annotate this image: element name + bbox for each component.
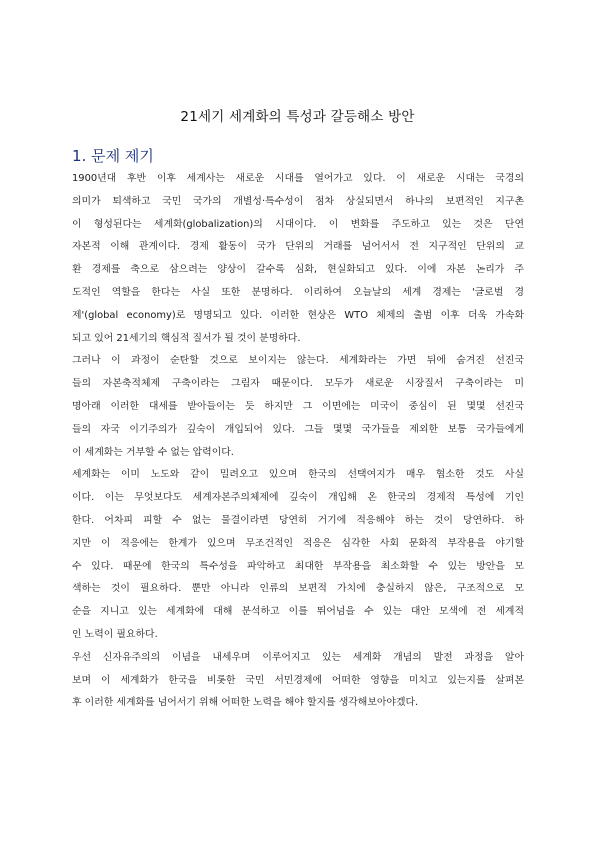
paragraph-line: 의미가 퇴색하고 국민 국가의 개별성·특수성이 점차 상실되면서 하나의 보편적인 지구촌 <box>72 195 524 207</box>
paragraph-line: 제'(global economy)로 명명되고 있다. 이러한 현상은 WTO 체제의 출범 이후 더욱 가속화 <box>72 309 524 321</box>
paragraph-line: 명아래 이러한 대세를 받아들이는 듯 하지만 그 이면에는 미국이 중심이 된 몇몇 선진국 <box>72 400 524 412</box>
paragraph-line: 지만 이 적응에는 한계가 있으며 무조건적인 적응은 심각한 사회 문화적 부작용을 야기할 <box>72 537 524 549</box>
paragraph-line: 이다. 이는 무엇보다도 세계자본주의체제에 깊숙이 개입해 온 한국의 경제적 특성에 기인 <box>72 492 524 504</box>
paragraph-line: 환 경제를 축으로 삼으려는 양상이 갈수록 심화, 현실화되고 있다. 이에 자본 논리가 주 <box>72 264 524 276</box>
paragraph-line: 인 노력이 필요하다. <box>72 628 158 640</box>
paragraph-line: 우선 신자유주의의 이념을 내세우며 이루어지고 있는 세계화 개념의 발전 과정을 알아 <box>72 651 524 663</box>
paragraph-line: 수 있다. 때문에 한국의 특수성을 파악하고 최대한 부작용을 최소화할 수 있는 방안을 모 <box>72 560 524 572</box>
paragraph-line: 이 세계화는 거부할 수 없는 압력이다. <box>72 446 234 458</box>
section-heading: 1. 문제 제기 <box>72 147 154 165</box>
paragraph-line: 색하는 것이 필요하다. 뿐만 아니라 인류의 보편적 가치에 충실하지 않은, 구조적으로 모 <box>72 583 524 595</box>
paragraph-line: 되고 있어 21세기의 핵심적 질서가 될 것이 분명하다. <box>72 332 301 344</box>
paragraph-line: 1900년대 후반 이후 세계사는 새로운 시대를 열어가고 있다. 이 새로운 시대는 국경의 <box>72 173 524 184</box>
paragraph <box>72 350 524 464</box>
paragraph-line: 후 이러한 세계화를 넘어서기 위해 어떠한 노력을 해야 할지를 생각해보아야겠다. <box>72 697 419 709</box>
paragraph-line: 도적인 역할을 한다는 사실 또한 분명하다. 이리하여 오늘날의 세계 경제는 '글로벌 경 <box>72 286 524 298</box>
document-body <box>72 168 524 715</box>
paragraph-line: 들의 자본축적체제 구축이라는 그림자 때문이다. 모두가 새로운 시장질서 구축이라는 미 <box>72 378 524 390</box>
document-title: 21세기 세계화의 특성과 갈등해소 방안 <box>180 109 415 125</box>
paragraph-line: 보며 이 세계화가 한국을 비롯한 국민 서민경제에 어떠한 영향을 미치고 있는지를 살펴본 <box>72 674 524 686</box>
paragraph <box>72 647 524 715</box>
paragraph-line: 이 형성된다는 세계화(globalization)의 시대이다. 이 변화를 주도하고 있는 것은 단연 <box>72 218 524 230</box>
paragraph-line: 세계화는 이미 노도와 같이 밀려오고 있으며 한국의 선택여지가 매우 협소한 것도 사실 <box>72 469 524 481</box>
paragraph-line: 한다. 어차피 피할 수 없는 물결이라면 당연히 거기에 적응해야 하는 것이 당연하다. 하 <box>72 514 524 526</box>
paragraph-line: 순을 지니고 있는 세계화에 대해 분석하고 이를 뛰어넘을 수 있는 대안 모색에 전 세계적 <box>72 606 524 618</box>
paragraph-line: 자본적 이해 관계이다. 경제 활동이 국가 단위의 거래를 넘어서서 전 지구적인 단위의 교 <box>72 241 524 253</box>
paragraph-line: 그러나 이 과정이 순탄할 것으로 보이지는 않는다. 세계화라는 가면 뒤에 숨겨진 선진국 <box>72 355 524 367</box>
paragraph-line: 들의 자국 이기주의가 깊숙이 개입되어 있다. 그들 몇몇 국가들을 제외한 보통 국가들에게 <box>72 423 524 435</box>
paragraph <box>72 168 524 350</box>
paragraph <box>72 464 524 646</box>
